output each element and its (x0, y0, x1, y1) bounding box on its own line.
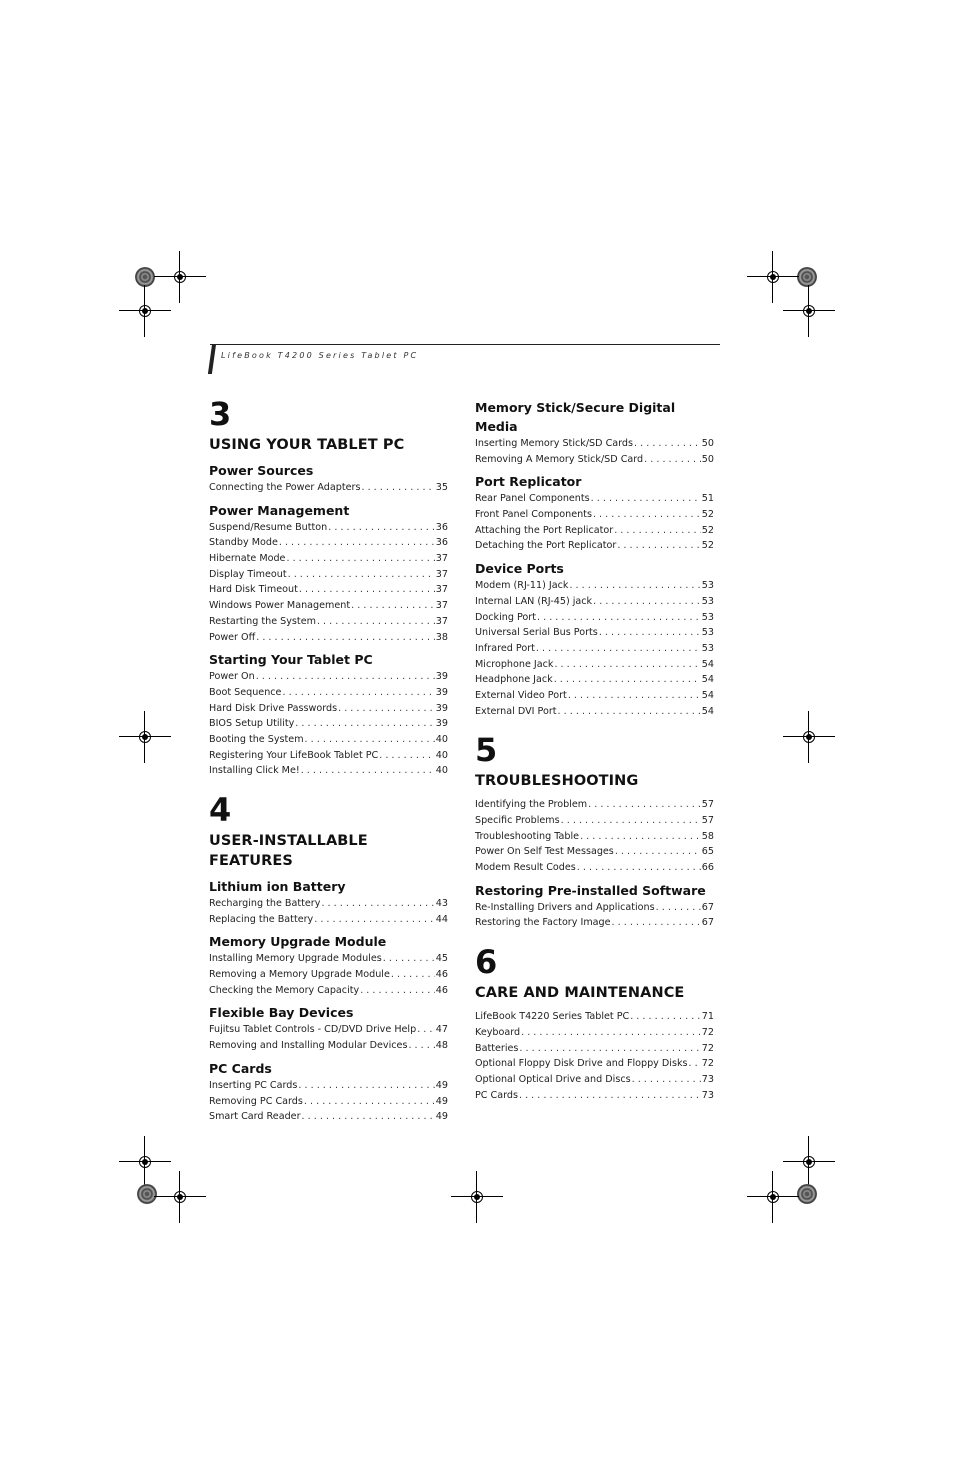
crosshair-icon (168, 1185, 192, 1209)
toc-entry (475, 491, 714, 507)
dot-leader (317, 614, 435, 630)
dot-leader (630, 1009, 701, 1025)
dot-leader (302, 1109, 435, 1125)
dot-leader (361, 480, 434, 496)
toc-entry-page: 54 (701, 674, 714, 686)
toc-left-column (209, 395, 448, 1137)
toc-entry (209, 732, 448, 748)
toc-section (209, 932, 448, 998)
dot-leader (593, 507, 701, 523)
toc-entry (209, 983, 448, 999)
toc-entry (209, 748, 448, 764)
toc-entry-page: 54 (701, 705, 714, 717)
toc-entry-label: Hard Disk Timeout (209, 584, 298, 596)
toc-entry-label: Attaching the Port Replicator (475, 524, 614, 536)
toc-entry-page: 37 (435, 568, 448, 580)
dot-leader (577, 860, 701, 876)
running-header: LifeBook T4200 Series Tablet PC (221, 351, 419, 360)
toc-entry (209, 567, 448, 583)
toc-entry-page: 54 (701, 658, 714, 670)
chapter-number: 6 (475, 943, 498, 982)
toc-section (475, 1009, 714, 1103)
crosshair-icon (797, 725, 821, 749)
toc-entry-label: Identifying the Problem (475, 799, 588, 811)
toc-entry-page: 73 (701, 1089, 714, 1101)
chapter-title: USER-INSTALLABLE FEATURES (209, 833, 368, 869)
dot-leader (314, 912, 435, 928)
toc-entry-label: Universal Serial Bus Ports (475, 627, 598, 639)
dot-leader (279, 535, 435, 551)
toc-entry (475, 452, 714, 468)
crosshair-icon (761, 265, 785, 289)
dot-leader (634, 436, 701, 452)
toc-entry-page: 51 (701, 493, 714, 505)
dot-leader (656, 900, 701, 916)
toc-entry-page: 39 (435, 671, 448, 683)
toc-entry-label: Power On (209, 671, 255, 683)
toc-entry (475, 436, 714, 452)
toc-entry (475, 1072, 714, 1088)
dot-leader (305, 732, 435, 748)
toc-entry (209, 1078, 448, 1094)
toc-entry-label: Internal LAN (RJ-45) jack (475, 595, 593, 607)
toc-entry-label: Registering Your LifeBook Tablet PC (209, 749, 379, 761)
chapter-title: TROUBLESHOOTING (475, 773, 639, 790)
toc-entry (475, 797, 714, 813)
toc-entry-page: 37 (435, 553, 448, 565)
toc-entry-page: 36 (435, 537, 448, 549)
toc-entry (209, 685, 448, 701)
toc-entry-label: LifeBook T4220 Series Tablet PC (475, 1011, 630, 1023)
toc-entry (475, 625, 714, 641)
toc-entry-page: 37 (435, 615, 448, 627)
dot-leader (288, 567, 435, 583)
toc-entry-page: 39 (435, 702, 448, 714)
toc-entry-label: External DVI Port (475, 705, 557, 717)
toc-entry (209, 896, 448, 912)
chapter (209, 395, 448, 779)
toc-entry-page: 71 (701, 1011, 714, 1023)
toc-entry-label: Microphone Jack (475, 658, 554, 670)
dot-leader (614, 523, 701, 539)
toc-entry (209, 520, 448, 536)
toc-entry (209, 582, 448, 598)
toc-entry-label: Power Off (209, 631, 256, 643)
toc-entry-page: 43 (435, 898, 448, 909)
dot-leader (591, 491, 701, 507)
toc-entry (475, 813, 714, 829)
dot-leader (301, 763, 435, 779)
section-title: Restoring Pre-installed Software (475, 882, 706, 898)
toc-entry-label: Modem (RJ-11) Jack (475, 580, 569, 592)
dot-leader (391, 967, 435, 983)
registration-target-icon (135, 267, 155, 287)
toc-entry-label: Inserting PC Cards (209, 1079, 298, 1091)
toc-entry-page: 58 (701, 830, 714, 842)
toc-entry (209, 967, 448, 983)
toc-entry (475, 1009, 714, 1025)
toc-section (209, 461, 448, 496)
dot-leader (580, 829, 701, 845)
toc-entry-page: 50 (701, 438, 714, 449)
toc-entry-label: Installing Click Me! (209, 765, 300, 777)
chapter (209, 791, 448, 1125)
toc-entry (209, 763, 448, 779)
toc-entry-label: Re-Installing Drivers and Applications (475, 901, 655, 913)
toc-entry-page: 72 (701, 1026, 714, 1038)
toc-entry-page: 65 (701, 846, 714, 858)
toc-entry-page: 37 (435, 600, 448, 612)
toc-entry-label: Smart Card Reader (209, 1111, 301, 1123)
toc-entry-label: Optional Optical Drive and Discs (475, 1073, 631, 1085)
crosshair-icon (133, 725, 157, 749)
dot-leader (612, 915, 701, 931)
dot-leader (644, 452, 701, 468)
toc-section (209, 1003, 448, 1053)
toc-entry-label: Keyboard (475, 1026, 521, 1038)
toc-entry (209, 701, 448, 717)
chapter-number: 3 (209, 395, 232, 433)
toc-entry-label: Replacing the Battery (209, 913, 314, 925)
toc-entry (475, 900, 714, 916)
dot-leader (569, 578, 700, 594)
dot-leader (599, 625, 701, 641)
toc-entry-label: Docking Port (475, 611, 536, 623)
toc-entry (475, 594, 714, 610)
chapter-number: 5 (475, 731, 498, 770)
toc-entry-page: 57 (701, 799, 714, 811)
dot-leader (632, 1072, 701, 1088)
dot-leader (298, 1078, 434, 1094)
toc-entry-label: Infrared Port (475, 642, 535, 654)
toc-entry-page: 37 (435, 584, 448, 596)
chapter-title: CARE AND MAINTENANCE (475, 985, 685, 1002)
toc-entry-page: 53 (701, 580, 714, 592)
toc-entry-label: Restarting the System (209, 615, 316, 627)
dot-leader (617, 538, 700, 554)
toc-section (209, 650, 448, 779)
crosshair-icon (133, 1150, 157, 1174)
crosshair-icon (797, 1150, 821, 1174)
toc-entry (209, 669, 448, 685)
dot-leader (519, 1088, 701, 1104)
dot-leader (558, 704, 701, 720)
toc-entry (475, 844, 714, 860)
toc-entry (209, 598, 448, 614)
toc-entry (209, 716, 448, 732)
dot-leader (615, 844, 701, 860)
chapter-title: USING YOUR TABLET PC (209, 437, 405, 453)
toc-entry-label: Recharging the Battery (209, 898, 321, 909)
toc-entry-page: 47 (435, 1024, 448, 1036)
dot-leader (521, 1025, 701, 1041)
toc-entry (209, 614, 448, 630)
toc-entry (475, 507, 714, 523)
toc-entry (475, 657, 714, 673)
toc-entry (475, 672, 714, 688)
toc-entry-label: PC Cards (475, 1089, 518, 1101)
toc-entry-page: 36 (435, 521, 448, 533)
toc-entry (209, 1094, 448, 1110)
toc-entry-page: 35 (435, 482, 448, 493)
registration-target-icon (797, 1184, 817, 1204)
section-title: Memory Upgrade Module (209, 934, 387, 950)
toc-entry-page: 66 (701, 862, 714, 874)
toc-entry-page: 46 (435, 969, 448, 981)
toc-entry-page: 49 (435, 1079, 448, 1091)
toc-entry-label: Optional Floppy Disk Drive and Floppy Disks (475, 1058, 688, 1070)
toc-entry-page: 39 (435, 686, 448, 698)
toc-entry-label: Standby Mode (209, 537, 278, 549)
chapter (475, 943, 714, 1103)
dot-leader (588, 797, 701, 813)
toc-entry-label: Booting the System (209, 733, 304, 745)
crosshair-icon (797, 299, 821, 323)
toc-entry-label: Removing PC Cards (209, 1095, 303, 1107)
toc-entry (475, 688, 714, 704)
dot-leader (328, 520, 435, 536)
toc-entry-page: 40 (435, 733, 448, 745)
dot-leader (417, 1022, 435, 1038)
toc-entry (475, 641, 714, 657)
toc-entry (209, 630, 448, 646)
toc-entry-page: 52 (701, 524, 714, 536)
dot-leader (568, 688, 701, 704)
toc-entry (475, 829, 714, 845)
dot-leader (304, 1094, 435, 1110)
dot-leader (338, 701, 435, 717)
toc-entry-label: Front Panel Components (475, 509, 592, 521)
section-title: Power Sources (209, 463, 314, 478)
dot-leader (561, 813, 701, 829)
toc-entry-label: BIOS Setup Utility (209, 718, 295, 730)
section-title: PC Cards (209, 1060, 272, 1076)
crosshair-icon (761, 1185, 785, 1209)
chapter-number: 4 (209, 791, 232, 829)
chapter (475, 731, 714, 931)
toc-entry-page: 46 (435, 984, 448, 996)
toc-entry (475, 1056, 714, 1072)
toc-entry (475, 915, 714, 931)
dot-leader (554, 672, 701, 688)
toc-entry-label: External Video Port (475, 689, 567, 701)
toc-entry-label: Power On Self Test Messages (475, 846, 614, 858)
toc-entry-page: 73 (701, 1073, 714, 1085)
toc-entry-label: Troubleshooting Table (475, 830, 580, 842)
registration-target-icon (137, 1184, 157, 1204)
toc-entry-label: Specific Problems (475, 815, 560, 826)
toc-entry-label: Inserting Memory Stick/SD Cards (475, 438, 634, 449)
toc-entry-label: Checking the Memory Capacity (209, 984, 360, 996)
toc-entry-label: Boot Sequence (209, 686, 282, 698)
toc-section (209, 877, 448, 927)
toc-entry-page: 40 (435, 749, 448, 761)
toc-entry-label: Headphone Jack (475, 674, 553, 686)
toc-entry-page: 53 (701, 642, 714, 654)
toc-section (475, 881, 714, 931)
toc-entry (209, 912, 448, 928)
toc-entry (209, 480, 448, 496)
toc-entry (475, 578, 714, 594)
toc-section (475, 398, 714, 467)
toc-right-column (475, 398, 714, 1115)
section-title: Device Ports (475, 561, 564, 577)
toc-entry-label: Batteries (475, 1042, 519, 1054)
toc-entry-label: Connecting the Power Adapters (209, 482, 361, 493)
section-title: Memory Stick/Secure Digital Media (475, 400, 676, 434)
toc-entry-label: Removing and Installing Modular Devices (209, 1040, 408, 1052)
dot-leader (379, 748, 435, 764)
toc-section (475, 797, 714, 875)
toc-entry-page: 38 (435, 631, 448, 643)
toc-entry (209, 551, 448, 567)
crosshair-icon (133, 299, 157, 323)
registration-target-icon (797, 267, 817, 287)
dot-leader (408, 1038, 434, 1054)
toc-entry-page: 39 (435, 718, 448, 730)
toc-entry-page: 67 (701, 901, 714, 913)
dot-leader (256, 630, 435, 646)
toc-section (475, 559, 714, 719)
dot-leader (295, 716, 434, 732)
toc-entry-label: Removing A Memory Stick/SD Card (475, 453, 644, 465)
toc-entry-label: Hibernate Mode (209, 553, 286, 565)
toc-entry-label: Modem Result Codes (475, 862, 576, 874)
toc-entry (475, 1088, 714, 1104)
toc-entry-page: 53 (701, 595, 714, 607)
toc-entry (475, 1025, 714, 1041)
toc-section (475, 472, 714, 554)
dot-leader (536, 641, 701, 657)
toc-entry-label: Fujitsu Tablet Controls - CD/DVD Drive Help (209, 1024, 417, 1036)
toc-entry (209, 1109, 448, 1125)
toc-entry-label: Windows Power Management (209, 600, 351, 612)
toc-entry-label: Suspend/Resume Button (209, 521, 328, 533)
toc-entry (475, 704, 714, 720)
dot-leader (593, 594, 701, 610)
dot-leader (360, 983, 435, 999)
toc-entry-page: 52 (701, 509, 714, 521)
toc-section (209, 501, 448, 646)
toc-entry-page: 52 (701, 540, 714, 552)
chapter (475, 398, 714, 719)
dot-leader (351, 598, 435, 614)
section-title: Starting Your Tablet PC (209, 652, 373, 668)
dot-leader (282, 685, 434, 701)
toc-entry-page: 45 (435, 953, 448, 965)
toc-entry-page: 67 (701, 917, 714, 929)
section-title: Power Management (209, 502, 350, 518)
section-title: Lithium ion Battery (209, 879, 346, 894)
toc-entry-label: Rear Panel Components (475, 493, 590, 505)
header-accent-bar (208, 344, 216, 374)
dot-leader (286, 551, 434, 567)
toc-entry-page: 44 (435, 913, 448, 925)
toc-entry-label: Removing a Memory Upgrade Module (209, 969, 390, 981)
dot-leader (519, 1041, 700, 1057)
toc-entry (209, 535, 448, 551)
dot-leader (383, 951, 435, 967)
dot-leader (256, 669, 435, 685)
crosshair-icon (168, 265, 192, 289)
toc-entry (209, 1038, 448, 1054)
toc-entry-label: Hard Disk Drive Passwords (209, 702, 338, 714)
section-title: Flexible Bay Devices (209, 1005, 354, 1021)
dot-leader (537, 610, 701, 626)
toc-entry (209, 951, 448, 967)
toc-entry-page: 72 (701, 1058, 714, 1070)
toc-entry-page: 72 (701, 1042, 714, 1054)
section-title: Port Replicator (475, 474, 582, 490)
dot-leader (321, 896, 434, 912)
toc-entry-page: 53 (701, 611, 714, 623)
toc-entry-page: 53 (701, 627, 714, 639)
dot-leader (299, 582, 435, 598)
header-rule (210, 344, 720, 345)
toc-entry (209, 1022, 448, 1038)
toc-entry-page: 40 (435, 765, 448, 777)
toc-entry (475, 860, 714, 876)
toc-entry (475, 523, 714, 539)
toc-entry-label: Restoring the Factory Image (475, 917, 611, 929)
dot-leader (689, 1056, 701, 1072)
dot-leader (554, 657, 700, 673)
toc-entry-label: Detaching the Port Replicator (475, 540, 617, 552)
toc-entry-page: 49 (435, 1111, 448, 1123)
toc-entry-page: 50 (701, 453, 714, 465)
toc-section (209, 1059, 448, 1125)
crosshair-icon (465, 1185, 489, 1209)
toc-entry (475, 1041, 714, 1057)
toc-entry (475, 538, 714, 554)
toc-entry-page: 49 (435, 1095, 448, 1107)
toc-entry (475, 610, 714, 626)
toc-entry-label: Installing Memory Upgrade Modules (209, 953, 382, 965)
toc-entry-page: 57 (701, 815, 714, 826)
toc-entry-page: 48 (435, 1040, 448, 1052)
toc-entry-page: 54 (701, 689, 714, 701)
toc-entry-label: Display Timeout (209, 568, 287, 580)
